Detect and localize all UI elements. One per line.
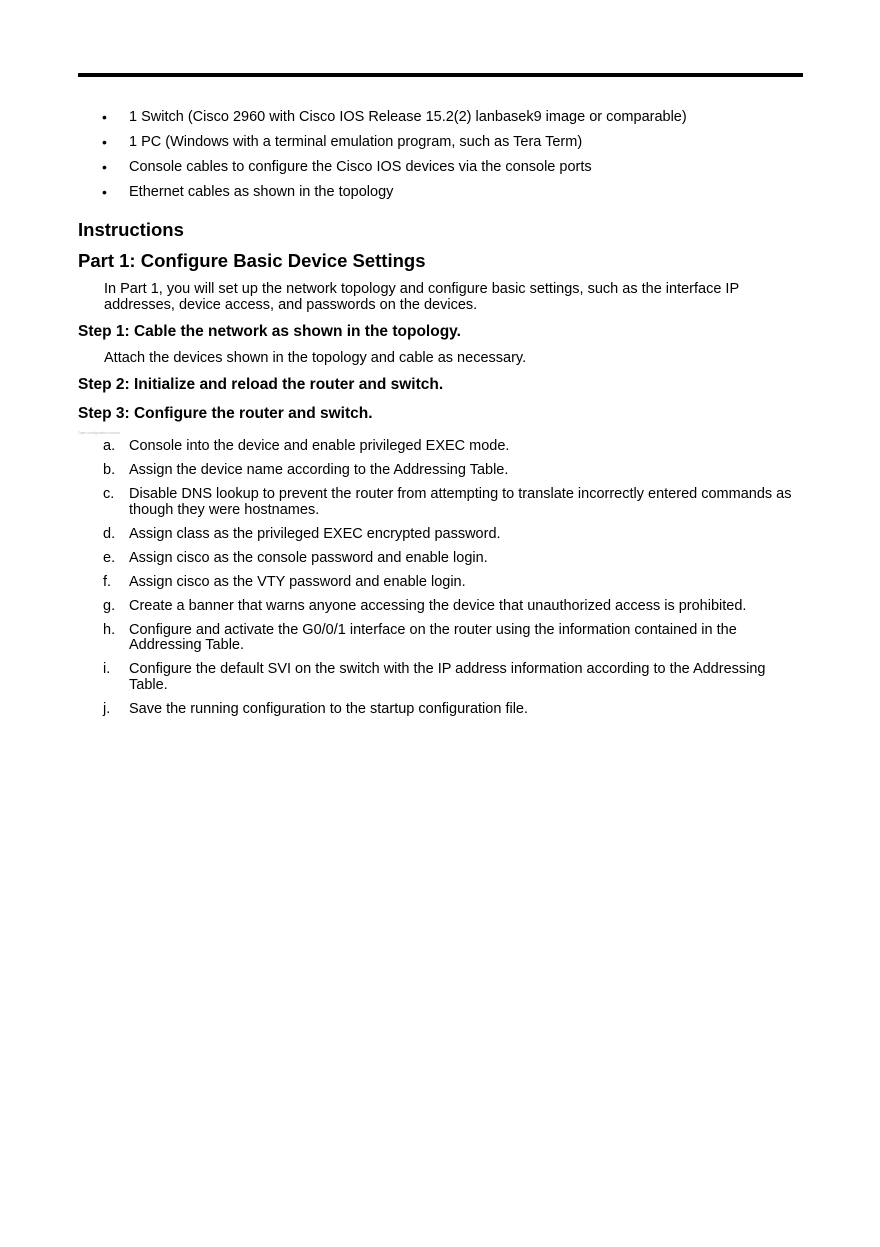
item-text: Save the running configuration to the startup configuration file. xyxy=(129,700,529,717)
item-text: Configure the default SVI on the switch with the IP address information according to the Addressing Table. xyxy=(129,661,766,693)
step2-heading: Step 2: Initialize and reload the router and switch. xyxy=(78,376,444,393)
header-rule xyxy=(78,73,803,77)
item-text: Assign cisco as the console password and enable login. xyxy=(129,549,488,566)
step3-tiny-note: Open configuration window xyxy=(78,431,121,435)
item-letter: h. xyxy=(103,621,116,638)
document-body xyxy=(78,108,803,726)
bullet-icon: • xyxy=(102,134,107,150)
item-letter: j. xyxy=(103,700,111,717)
bullet-icon: • xyxy=(102,184,107,200)
part1-intro: In Part 1, you will set up the network topology and configure basic settings, such as the interface IP addresses, device access, and passwords on the devices. xyxy=(104,281,739,313)
step1-text: Attach the devices shown in the topology and cable as necessary. xyxy=(104,350,527,366)
list-item xyxy=(78,108,803,126)
item-text: Configure and activate the G0/0/1 interface on the router using the information contained in the Addressing Table. xyxy=(129,621,737,653)
list-item xyxy=(78,463,803,479)
bullet-icon: • xyxy=(102,159,107,175)
item-letter: d. xyxy=(103,525,116,542)
instructions-heading: Instructions xyxy=(78,219,184,240)
item-text: Assign cisco as the VTY password and enable login. xyxy=(129,573,466,590)
item-letter: b. xyxy=(103,462,116,478)
list-item xyxy=(78,158,803,176)
list-item xyxy=(78,527,803,543)
item-letter: g. xyxy=(103,597,116,614)
list-item xyxy=(78,439,803,455)
list-item xyxy=(78,133,803,151)
item-letter: f. xyxy=(103,573,112,590)
step3-heading: Step 3: Configure the router and switch. xyxy=(78,405,373,422)
list-item xyxy=(78,702,803,718)
list-item xyxy=(78,487,803,518)
list-item xyxy=(78,662,803,693)
item-letter: e. xyxy=(103,549,116,566)
list-item xyxy=(78,599,803,615)
list-item xyxy=(78,551,803,567)
list-item-text: Ethernet cables as shown in the topology xyxy=(129,184,394,200)
item-text: Console into the device and enable privileged EXEC mode. xyxy=(129,438,510,454)
step1-heading: Step 1: Cable the network as shown in the topology. xyxy=(78,323,461,340)
list-item xyxy=(78,183,803,201)
step3-list xyxy=(78,439,803,717)
item-text: Disable DNS lookup to prevent the router from attempting to translate incorrectly entered commands as though they were hostnames. xyxy=(129,486,792,518)
part1-heading: Part 1: Configure Basic Device Settings xyxy=(78,250,426,271)
item-letter: a. xyxy=(103,438,116,454)
item-text: Create a banner that warns anyone accessing the device that unauthorized access is prohibited. xyxy=(129,597,747,614)
item-text: Assign class as the privileged EXEC encrypted password. xyxy=(129,525,501,542)
equipment-list xyxy=(78,108,803,201)
item-letter: c. xyxy=(103,486,115,502)
list-item-text: 1 PC (Windows with a terminal emulation program, such as Tera Term) xyxy=(129,134,583,150)
list-item xyxy=(78,575,803,591)
list-item xyxy=(78,623,803,654)
item-text: Assign the device name according to the Addressing Table. xyxy=(129,462,509,478)
list-item-text: Console cables to configure the Cisco IOS devices via the console ports xyxy=(129,159,592,175)
list-item-text: 1 Switch (Cisco 2960 with Cisco IOS Release 15.2(2) lanbasek9 image or comparable) xyxy=(129,109,687,125)
item-letter: i. xyxy=(103,661,111,677)
bullet-icon: • xyxy=(102,109,107,125)
